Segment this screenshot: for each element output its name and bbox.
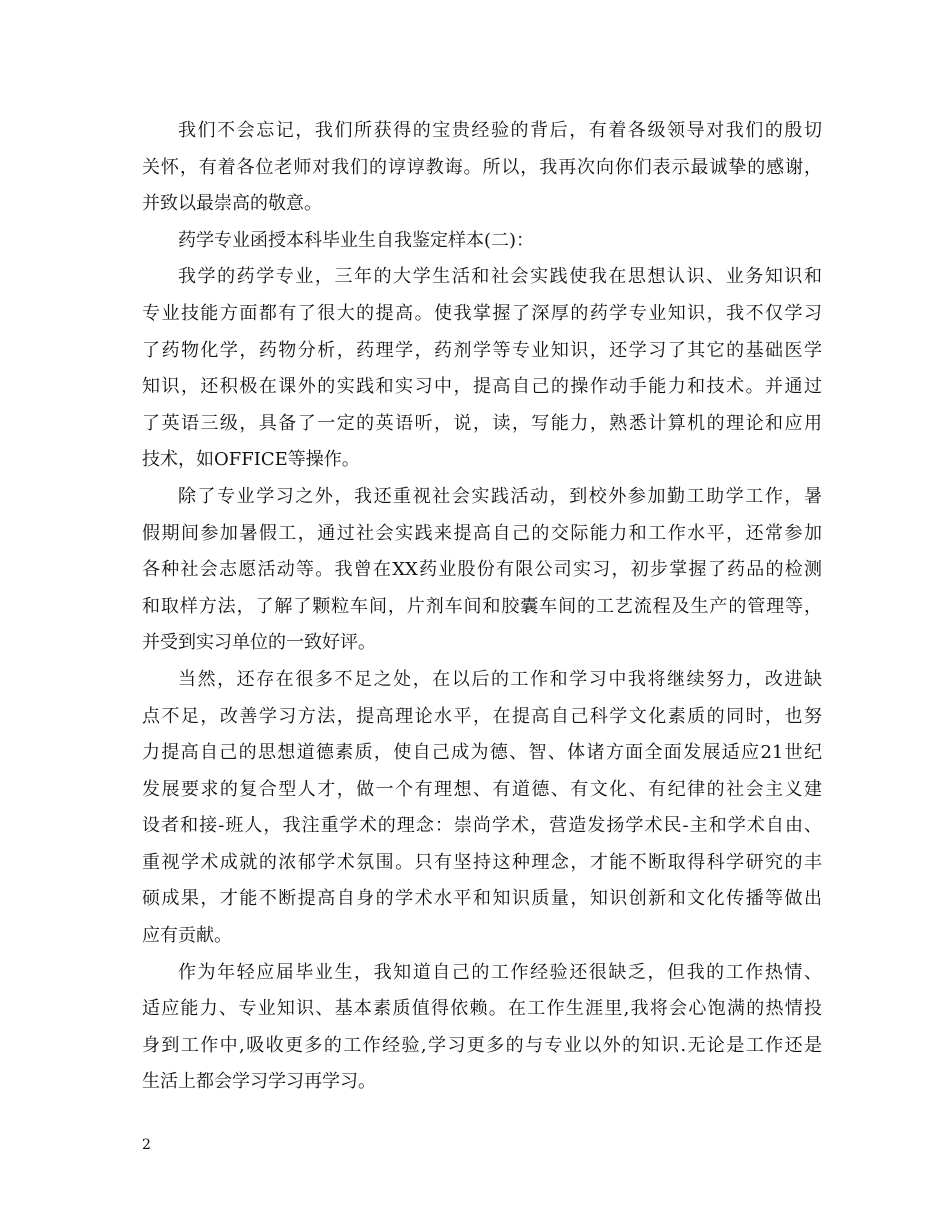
text-line: 点不足，改善学习方法，提高理论水平，在提高自己科学文化素质的同时，也努	[142, 705, 822, 727]
text-line: 当然，还存在很多不足之处，在以后的工作和学习中我将继续努力，改进缺	[178, 668, 822, 690]
text-line: 和取样方法，了解了颗粒车间，片剂车间和胶囊车间的工艺流程及生产的管理等，	[142, 595, 822, 617]
text-line: 重视学术成就的浓郁学术氛围。只有坚持这种理念，才能不断取得科学研究的丰	[142, 851, 822, 873]
page-number: 2	[142, 1137, 151, 1153]
text-line: 各种社会志愿活动等。我曾在XX药业股份有限公司实习，初步掌握了药品的检测	[142, 559, 822, 581]
text-line: 适应能力、专业知识、基本素质值得依赖。在工作生涯里,我将会心饱满的热情投	[142, 998, 822, 1020]
text-line: 设者和接-班人，我注重学术的理念：崇尚学术，营造发扬学术民-主和学术自由、	[142, 815, 822, 837]
text-line: 假期间参加暑假工，通过社会实践来提高自己的交际能力和工作水平，还常参加	[142, 522, 822, 544]
text-line: 生活上都会学习学习再学习。	[142, 1071, 376, 1093]
text-line: 关怀，有着各位老师对我们的谆谆教诲。所以，我再次向你们表示最诚挚的感谢，	[142, 156, 822, 178]
text-line: 了英语三级，具备了一定的英语听，说，读，写能力，熟悉计算机的理论和应用	[142, 412, 822, 434]
text-line: 应有贡献。	[142, 925, 232, 947]
text-line: 作为年轻应届毕业生，我知道自己的工作经验还很缺乏，但我的工作热情、	[178, 961, 822, 983]
text-line: 了药物化学，药物分析，药理学，药剂学等专业知识，还学习了其它的基础医学	[142, 339, 822, 361]
text-line: 硕成果，才能不断提高自身的学术水平和知识质量，知识创新和文化传播等做出	[142, 888, 822, 910]
text-line: 专业技能方面都有了很大的提高。使我掌握了深厚的药学专业知识，我不仅学习	[142, 302, 822, 324]
text-line: 并致以最崇高的敬意。	[142, 193, 322, 215]
text-line: 并受到实习单位的一致好评。	[142, 632, 376, 654]
document-body	[142, 113, 822, 1101]
text-line: 力提高自己的思想道德素质，使自己成为德、智、体诸方面全面发展适应21世纪	[142, 742, 822, 764]
text-line: 知识，还积极在课外的实践和实习中，提高自己的操作动手能力和技术。并通过	[142, 376, 822, 398]
text-line: 身到工作中,吸收更多的工作经验,学习更多的与专业以外的知识.无论是工作还是	[142, 1034, 822, 1056]
text-line: 我们不会忘记，我们所获得的宝贵经验的背后，有着各级领导对我们的殷切	[178, 120, 822, 141]
text-line: 药学专业函授本科毕业生自我鉴定样本(二)：	[178, 229, 535, 251]
text-line: 发展要求的复合型人才，做一个有理想、有道德、有文化、有纪律的社会主义建	[142, 778, 822, 800]
text-line: 我学的药学专业，三年的大学生活和社会实践使我在思想认识、业务知识和	[178, 266, 822, 288]
text-line: 技术，如OFFICE等操作。	[142, 449, 360, 471]
text-line: 除了专业学习之外，我还重视社会实践活动，到校外参加勤工助学工作，暑	[178, 485, 822, 507]
